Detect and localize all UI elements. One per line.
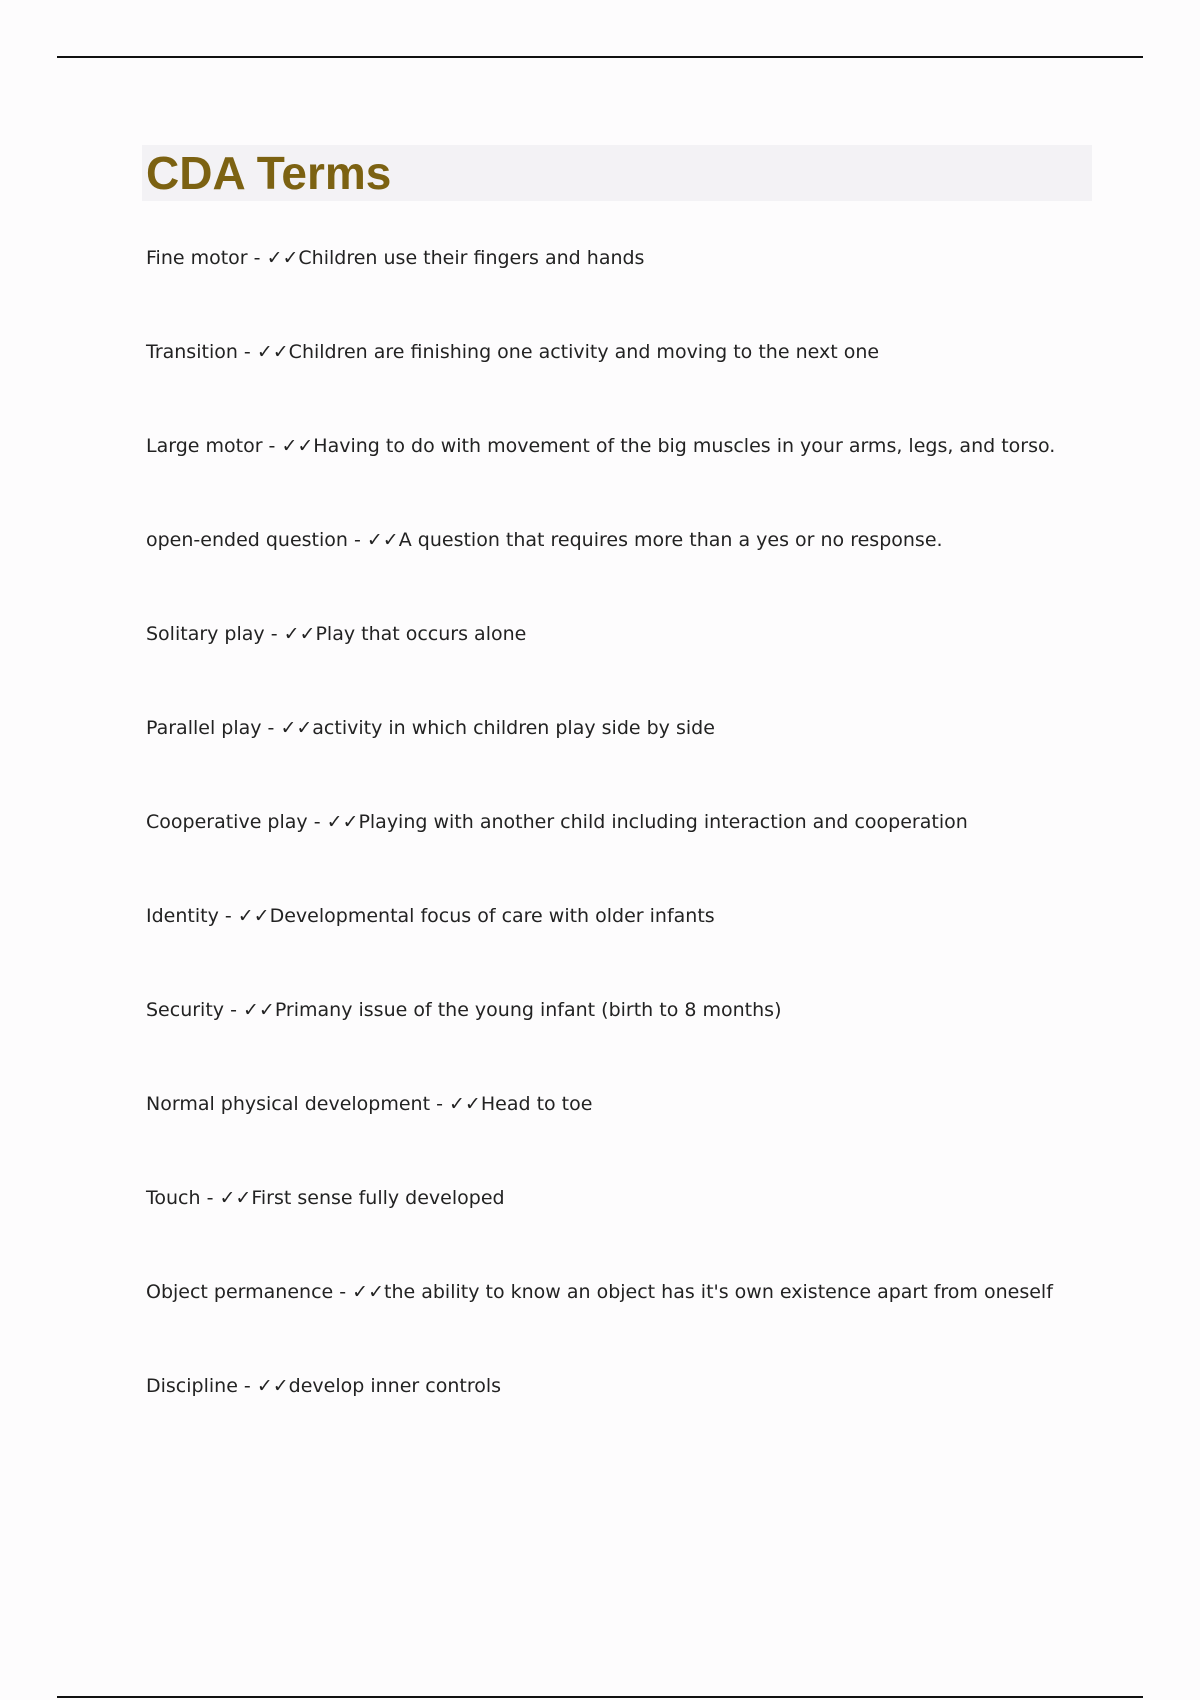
term-item [146, 1183, 1146, 1277]
term-definition: A question that requires more than a yes or no response. [398, 529, 943, 551]
double-check-icon: ✓✓ [283, 623, 316, 645]
double-check-icon: ✓✓ [237, 905, 270, 927]
term-definition: Head to toe [480, 1093, 593, 1115]
term-separator: - [333, 1281, 353, 1303]
term-label: Object permanence [146, 1281, 334, 1303]
term-definition: Playing with another child including interaction and cooperation [358, 811, 968, 833]
term-separator: - [237, 1375, 257, 1397]
term-definition: First sense fully developed [251, 1187, 505, 1209]
term-item [146, 431, 1146, 525]
term-separator: - [262, 435, 282, 457]
term-label: Touch [146, 1187, 201, 1209]
term-label: Security [146, 999, 225, 1021]
term-separator: - [237, 341, 257, 363]
term-definition: Having to do with movement of the big muscles in your arms, legs, and torso. [313, 435, 1056, 457]
term-item [146, 619, 1146, 713]
term-item [146, 995, 1146, 1089]
term-label: Cooperative play [146, 811, 308, 833]
term-item [146, 807, 1146, 901]
term-separator: - [430, 1093, 449, 1115]
term-separator: - [247, 247, 267, 269]
double-check-icon: ✓✓ [242, 999, 275, 1021]
double-check-icon: ✓✓ [326, 811, 359, 833]
double-check-icon: ✓✓ [256, 341, 289, 363]
term-label: Parallel play [146, 717, 262, 739]
title-band [142, 145, 1092, 201]
term-label: Large motor [146, 435, 263, 457]
term-separator: - [224, 999, 243, 1021]
term-definition: activity in which children play side by side [312, 717, 715, 739]
term-label: Fine motor [146, 247, 248, 269]
term-item [146, 1089, 1146, 1183]
term-label: Solitary play [146, 623, 265, 645]
term-item [146, 901, 1146, 995]
term-separator: - [218, 905, 238, 927]
top-rule [57, 56, 1143, 58]
term-separator: - [347, 529, 367, 551]
double-check-icon: ✓✓ [281, 435, 314, 457]
double-check-icon: ✓✓ [266, 247, 299, 269]
term-definition: develop inner controls [288, 1375, 502, 1397]
term-definition: Developmental focus of care with older infants [269, 905, 715, 927]
term-definition: Children are finishing one activity and moving to the next one [288, 341, 880, 363]
double-check-icon: ✓✓ [219, 1187, 252, 1209]
term-separator: - [200, 1187, 220, 1209]
term-label: Transition [146, 341, 238, 363]
term-item [146, 243, 1146, 337]
term-item [146, 525, 1146, 619]
double-check-icon: ✓✓ [256, 1375, 289, 1397]
term-item [146, 1371, 1146, 1465]
term-definition: Primany issue of the young infant (birth to 8 months) [274, 999, 782, 1021]
term-separator: - [261, 717, 281, 739]
term-definition: Children use their fingers and hands [298, 247, 645, 269]
term-definition: the ability to know an object has it's own existence apart from oneself [384, 1281, 1053, 1303]
term-definition: Play that occurs alone [315, 623, 527, 645]
term-item [146, 1277, 1146, 1371]
term-item [146, 337, 1146, 431]
term-separator: - [264, 623, 284, 645]
page-title: CDA Terms [146, 147, 392, 199]
term-label: Discipline [146, 1375, 238, 1397]
term-label: open-ended question [146, 529, 348, 551]
term-separator: - [307, 811, 327, 833]
double-check-icon: ✓✓ [280, 717, 313, 739]
bottom-rule [57, 1696, 1143, 1698]
terms-list [146, 243, 1146, 1465]
term-label: Identity [146, 905, 219, 927]
double-check-icon: ✓✓ [352, 1281, 384, 1303]
double-check-icon: ✓✓ [449, 1093, 481, 1115]
term-label: Normal physical development [146, 1093, 431, 1115]
double-check-icon: ✓✓ [366, 529, 399, 551]
term-item [146, 713, 1146, 807]
